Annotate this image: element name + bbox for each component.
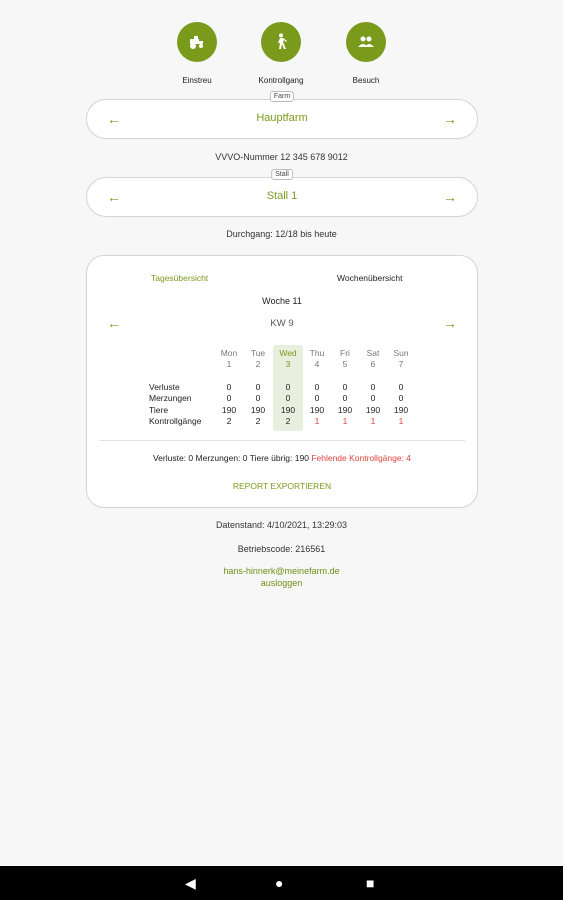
back-icon[interactable]: ◀ — [185, 875, 196, 891]
besuch-label: Besuch — [352, 76, 380, 85]
cell-verluste-thu: 0 — [314, 382, 320, 392]
week-next-arrow-icon[interactable]: → — [443, 315, 457, 331]
row-label-merzungen: Merzungen — [149, 393, 192, 403]
home-icon[interactable]: ● — [275, 875, 284, 891]
user-email-link[interactable]: hans-hinnerk@meinefarm.de — [223, 566, 340, 576]
cell-kontrollgaenge-sat: 1 — [370, 416, 376, 426]
row-label-verluste: Verluste — [149, 382, 180, 392]
stall-tag: Stall — [271, 169, 293, 180]
status-bar — [0, 0, 563, 18]
week-label: Woche 11 — [262, 296, 302, 306]
einstreu-action[interactable] — [157, 22, 237, 85]
day-column-sat[interactable]: Sat 6 — [366, 348, 380, 369]
cell-verluste-tue: 0 — [255, 382, 261, 392]
tractor-icon[interactable] — [177, 22, 217, 62]
farm-prev-arrow-icon[interactable]: ← — [107, 111, 121, 127]
kw-label: KW 9 — [270, 318, 294, 329]
kontrollgang-label: Kontrollgang — [258, 76, 304, 85]
cell-verluste-sun: 0 — [398, 382, 404, 392]
stall-name[interactable]: Stall 1 — [266, 190, 298, 202]
day-column-mon[interactable]: Mon 1 — [220, 348, 238, 369]
cell-merzungen-sat: 0 — [370, 393, 376, 403]
tab-wochenuebersicht[interactable]: Wochenübersicht — [337, 273, 403, 283]
stall-next-arrow-icon[interactable]: → — [443, 189, 457, 205]
farm-next-arrow-icon[interactable]: → — [443, 111, 457, 127]
card-divider — [99, 440, 465, 441]
farm-selector — [86, 93, 478, 139]
cell-tiere-thu: 190 — [309, 405, 325, 415]
week-summary — [87, 453, 477, 463]
datenstand-info: Datenstand: 4/10/2021, 13:29:03 — [215, 520, 348, 530]
recents-icon[interactable]: ■ — [366, 875, 375, 891]
row-label-kontrollgaenge: Kontrollgänge — [149, 416, 202, 426]
farm-tag: Farm — [270, 91, 294, 102]
cell-kontrollgaenge-wed: 2 — [285, 416, 291, 426]
betriebscode-info: Betriebscode: 216561 — [237, 544, 326, 554]
tab-tagesuebersicht[interactable]: Tagesübersicht — [151, 273, 209, 283]
cell-verluste-mon: 0 — [226, 382, 232, 392]
einstreu-label: Einstreu — [182, 76, 212, 85]
cell-tiere-wed: 190 — [280, 405, 296, 415]
row-label-tiere: Tiere — [149, 405, 169, 415]
overview-card — [86, 255, 478, 508]
report-export-button[interactable]: REPORT EXPORTIEREN — [232, 481, 332, 491]
day-column-sun[interactable]: Sun 7 — [393, 348, 409, 369]
week-prev-arrow-icon[interactable]: ← — [107, 315, 121, 331]
day-column-thu[interactable]: Thu 4 — [309, 348, 325, 369]
kontrollgang-action[interactable] — [241, 22, 321, 85]
cell-merzungen-thu: 0 — [314, 393, 320, 403]
cell-tiere-mon: 190 — [221, 405, 237, 415]
cell-merzungen-sun: 0 — [398, 393, 404, 403]
cell-kontrollgaenge-thu: 1 — [314, 416, 320, 426]
cell-verluste-wed: 0 — [285, 382, 291, 392]
cell-verluste-sat: 0 — [370, 382, 376, 392]
cell-kontrollgaenge-tue: 2 — [255, 416, 261, 426]
durchgang-info: Durchgang: 12/18 bis heute — [226, 229, 337, 239]
walking-person-icon[interactable] — [261, 22, 301, 62]
cell-kontrollgaenge-fri: 1 — [342, 416, 348, 426]
cell-kontrollgaenge-mon: 2 — [226, 416, 232, 426]
cell-verluste-fri: 0 — [342, 382, 348, 392]
vvvo-number: VVVO-Nummer 12 345 678 9012 — [215, 152, 348, 162]
action-bar — [0, 22, 563, 86]
cell-merzungen-mon: 0 — [226, 393, 232, 403]
cell-kontrollgaenge-sun: 1 — [398, 416, 404, 426]
day-column-wed[interactable]: Wed 3 — [279, 348, 297, 369]
cell-tiere-sun: 190 — [393, 405, 409, 415]
stall-selector — [86, 171, 478, 217]
summary-verluste: Verluste: 0 — [152, 453, 194, 463]
summary-tiere: Tiere übrig: 190 — [249, 453, 309, 463]
day-column-tue[interactable]: Tue 2 — [250, 348, 266, 369]
cell-tiere-sat: 190 — [365, 405, 381, 415]
stall-prev-arrow-icon[interactable]: ← — [107, 189, 121, 205]
farm-name[interactable]: Hauptfarm — [256, 112, 308, 124]
besuch-action[interactable] — [326, 22, 406, 85]
cell-merzungen-wed: 0 — [285, 393, 291, 403]
day-column-fri[interactable]: Fri 5 — [340, 348, 350, 369]
summary-merzungen: Merzungen: 0 — [195, 453, 248, 463]
cell-tiere-tue: 190 — [250, 405, 266, 415]
cell-tiere-fri: 190 — [337, 405, 353, 415]
logout-link[interactable]: ausloggen — [260, 578, 303, 588]
cell-merzungen-fri: 0 — [342, 393, 348, 403]
cell-merzungen-tue: 0 — [255, 393, 261, 403]
system-nav-bar — [0, 866, 563, 900]
summary-fehlende-kontrollgaenge: Fehlende Kontrollgänge: 4 — [311, 453, 412, 463]
people-icon[interactable] — [346, 22, 386, 62]
